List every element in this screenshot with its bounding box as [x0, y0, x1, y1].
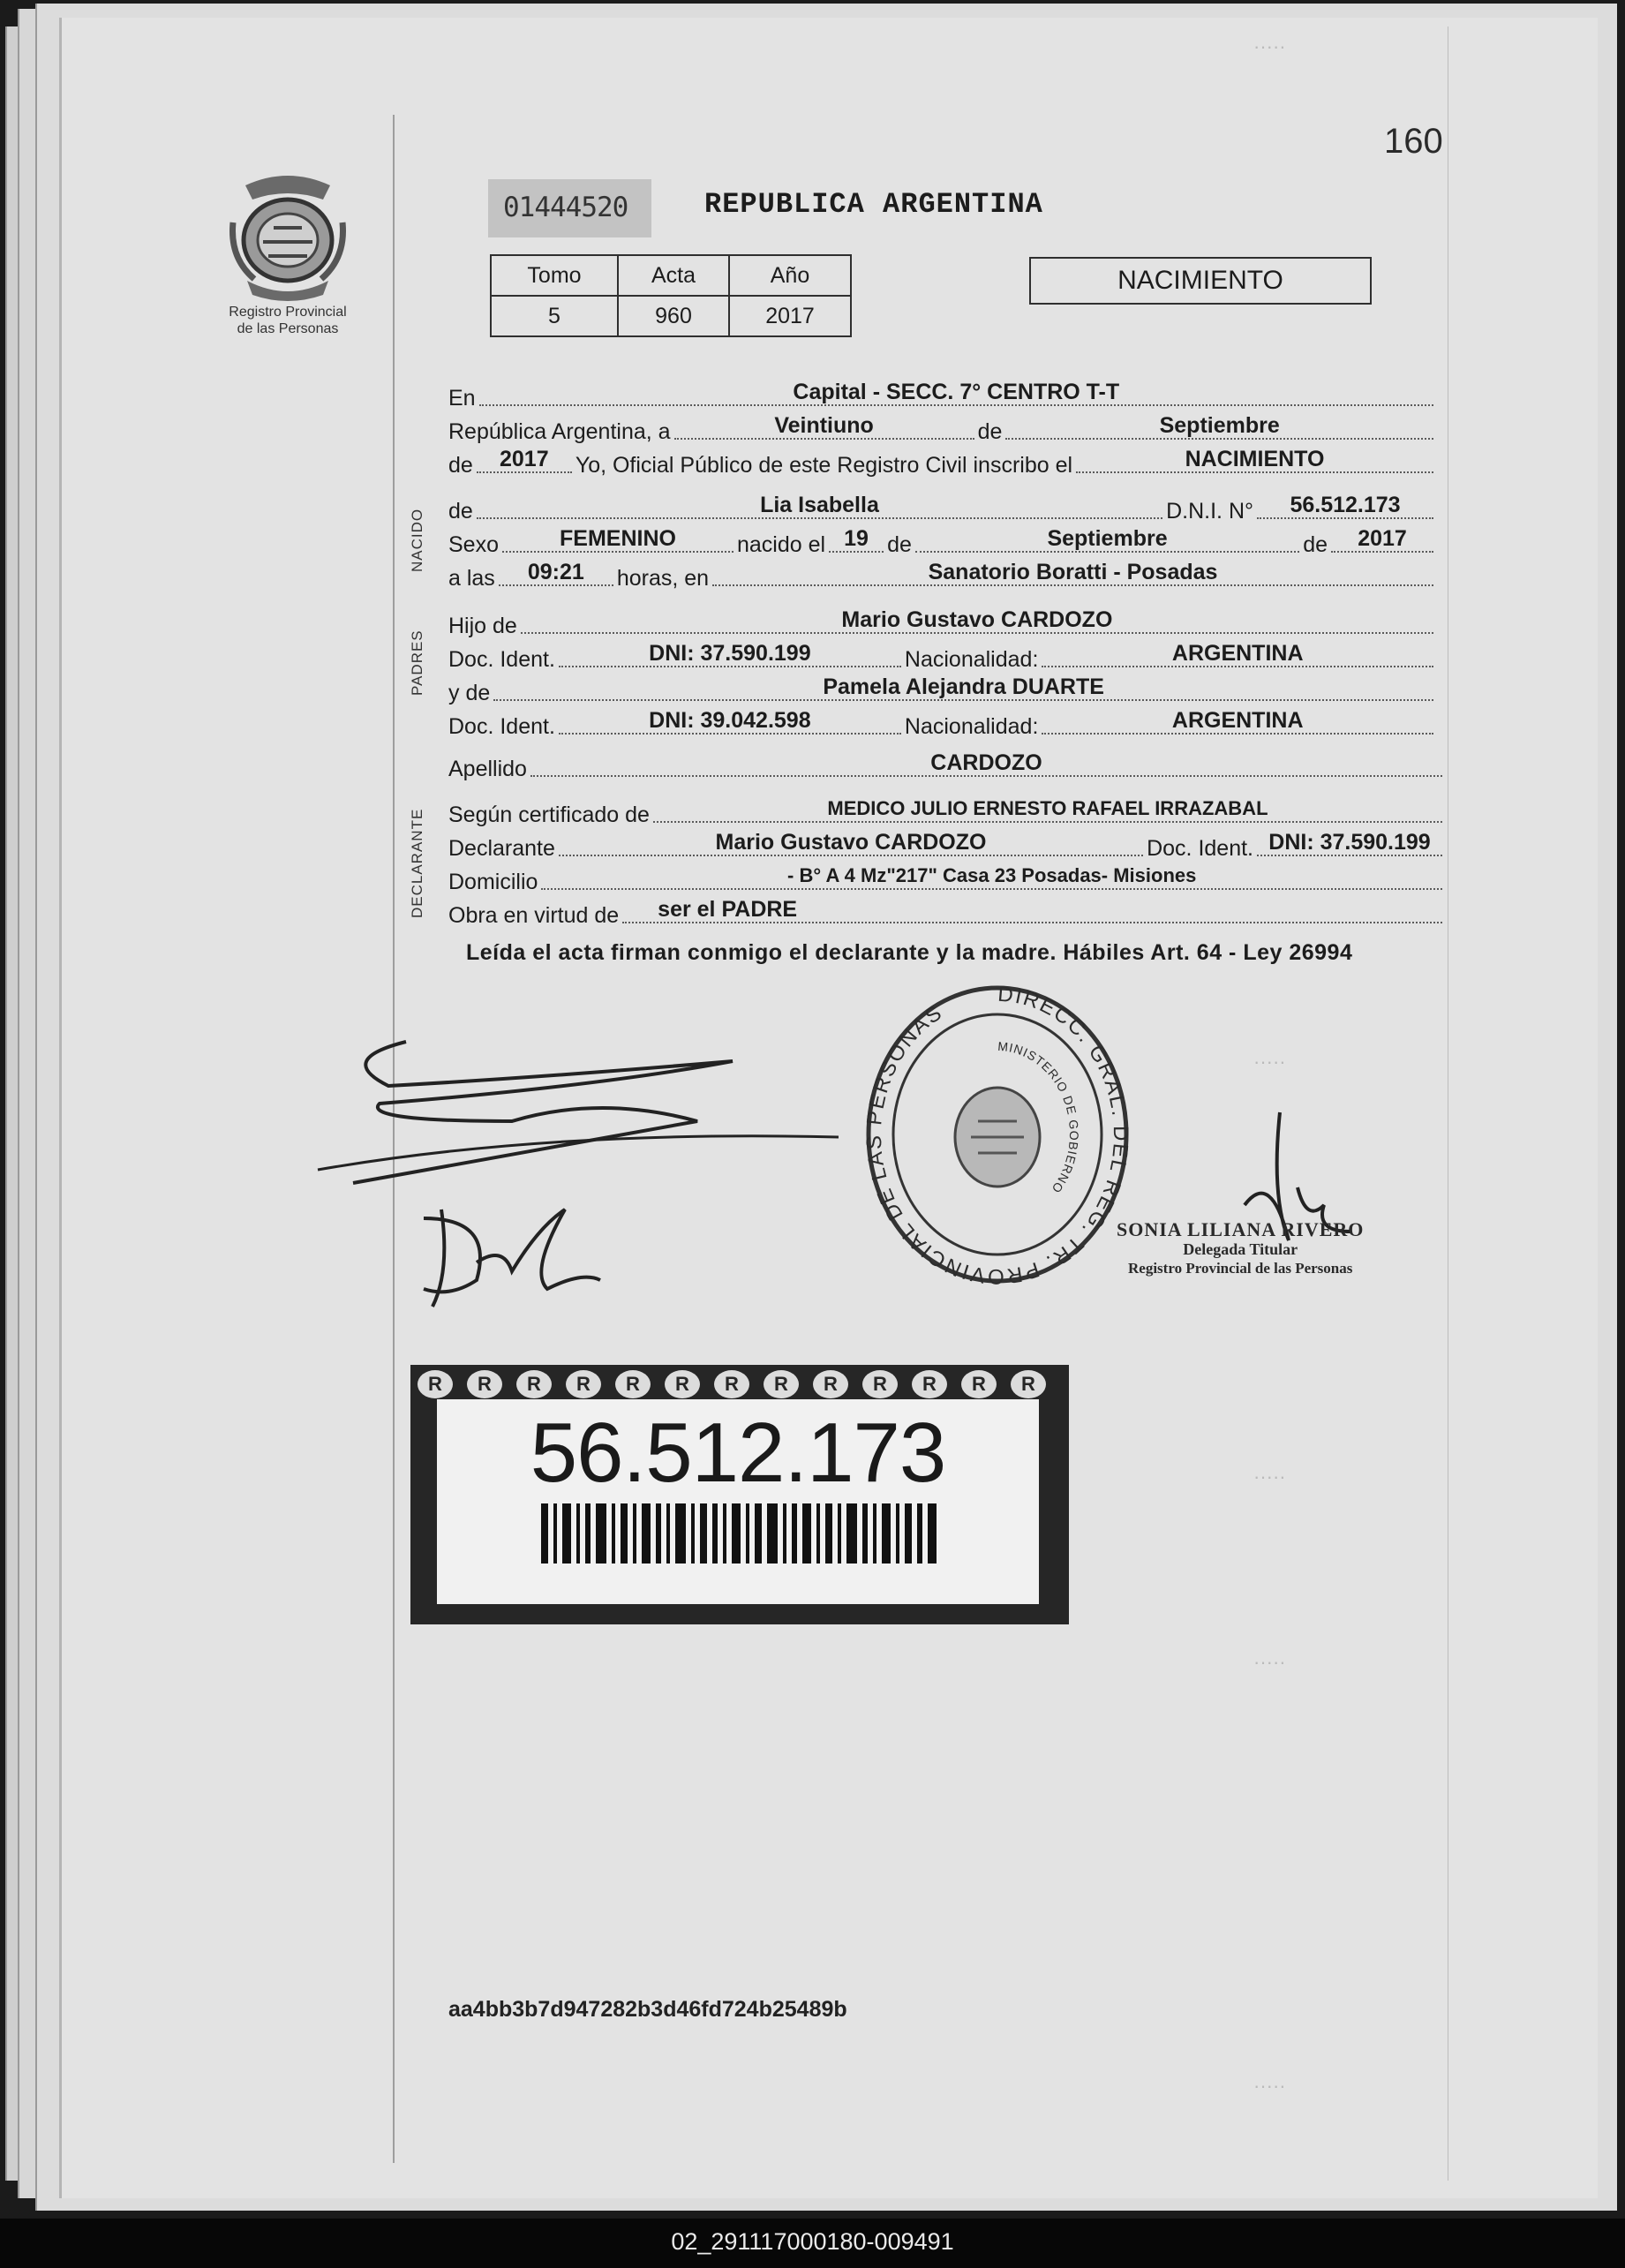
birth-year-value: 2017 [1358, 526, 1407, 551]
section-label-padres: PADRES [409, 629, 425, 696]
hijo-label: Hijo de [448, 614, 517, 638]
declarante-doc-label: Doc. Ident. [1147, 836, 1253, 861]
declarante-doc-value: DNI: 37.590.199 [1268, 830, 1431, 855]
mother-name-value: Pamela Alejandra DUARTE [823, 674, 1104, 699]
section-label-nacido: NACIDO [409, 508, 425, 572]
nacionalidad-label: Nacionalidad: [904, 647, 1039, 672]
de-label: de [977, 419, 1003, 444]
doc-label: Doc. Ident. [448, 647, 555, 672]
month-value: Septiembre [1159, 413, 1280, 438]
father-name-value: Mario Gustavo CARDOZO [841, 607, 1113, 632]
mother-signature [388, 1201, 618, 1315]
doc-label: Doc. Ident. [448, 714, 555, 739]
place-value: Capital - SECC. 7° CENTRO T-T [793, 380, 1120, 404]
dni-label: D.N.I. N° [1166, 499, 1253, 524]
father-doc-value: DNI: 37.590.199 [649, 641, 811, 666]
serial-number: 01444520 [503, 192, 628, 223]
obra-value: ser el PADRE [658, 897, 798, 922]
row-sexo [448, 524, 1437, 560]
bleed-through-mark: ····· [1253, 35, 1286, 57]
row-date [448, 411, 1437, 447]
act-value: NACIMIENTO [1185, 447, 1325, 471]
record-type-box: NACIMIENTO [1029, 257, 1372, 305]
de-label: de [1303, 532, 1328, 557]
row-place [448, 378, 1437, 413]
row-certificado [448, 795, 1446, 830]
security-glyph: R [912, 1370, 947, 1398]
sexo-value: FEMENINO [560, 526, 676, 551]
de-label: de [887, 532, 912, 557]
official-signature-block [1117, 1220, 1364, 1278]
file-id: 02_291117000180-009491 [671, 2228, 954, 2255]
row-mother [448, 673, 1437, 708]
row-father-doc [448, 639, 1437, 674]
row-father [448, 606, 1437, 641]
security-glyph: R [516, 1370, 552, 1398]
row-apellido [448, 749, 1446, 784]
certificado-label: Según certificado de [448, 802, 650, 827]
obra-label: Obra en virtud de [448, 903, 620, 928]
bleed-through-mark: ····· [1253, 1651, 1286, 1673]
stamp-inner-text: MINISTERIO DE GOBIERNO [997, 1038, 1082, 1196]
birth-place-value: Sanatorio Boratti - Posadas [928, 560, 1218, 584]
table-header-tomo: Tomo [491, 255, 618, 296]
document-hash: aa4bb3b7d947282b3d46fd724b25489b [448, 1997, 847, 2022]
sexo-label: Sexo [448, 532, 499, 557]
nacido-label: nacido el [736, 532, 826, 557]
province-coat-of-arms-icon [228, 170, 348, 302]
yde-label: y de [448, 681, 491, 705]
table-value-ano: 2017 [729, 296, 851, 336]
security-pattern-row [418, 1370, 1053, 1400]
official-office: Registro Provincial de las Personas [1128, 1260, 1353, 1277]
father-nationality-value: ARGENTINA [1171, 641, 1304, 666]
official-stamp [861, 980, 1134, 1289]
row-domicilio [448, 862, 1446, 897]
row-act [448, 445, 1437, 480]
security-glyph: R [615, 1370, 651, 1398]
en-label: En [448, 386, 476, 411]
tomo-acta-ano-table [490, 254, 852, 337]
table-header-ano: Año [729, 255, 851, 296]
row-obra [448, 895, 1446, 931]
mother-doc-value: DNI: 39.042.598 [649, 708, 811, 733]
domicilio-value: - B° A 4 Mz"217" Casa 23 Posadas- Misiones [787, 864, 1197, 886]
security-glyph: R [1011, 1370, 1046, 1398]
seal-caption-line: Registro Provincial [229, 305, 347, 320]
de-label: de [448, 453, 473, 478]
child-dni-value: 56.512.173 [1290, 493, 1401, 517]
bleed-through-mark: ····· [1253, 2075, 1286, 2097]
birth-time-value: 09:21 [527, 560, 584, 584]
security-glyph: R [764, 1370, 799, 1398]
closing-statement: Leída el acta firman conmigo el declarante y la madre. Hábiles Art. 64 - Ley 26994 [466, 940, 1353, 965]
father-signature [282, 1024, 847, 1201]
oficial-text: Yo, Oficial Público de este Registro Civil inscribo el [575, 453, 1073, 478]
day-words-value: Veintiuno [774, 413, 874, 438]
stamp-ring-text: DIRECC. GRAL. DEL REG. TR. PROVINCIAL DE LAS PERSONAS [861, 982, 1133, 1289]
alas-label: a las [448, 566, 495, 591]
year-value: 2017 [500, 447, 549, 471]
apellido-value: CARDOZO [930, 750, 1042, 775]
official-title: Delegada Titular [1183, 1240, 1298, 1258]
row-declarante [448, 828, 1446, 863]
seal-caption-line: de las Personas [237, 321, 339, 336]
official-name: SONIA LILIANA RIVERO [1117, 1218, 1365, 1240]
barcode-label [437, 1399, 1039, 1604]
security-glyph: R [961, 1370, 997, 1398]
declarante-value: Mario Gustavo CARDOZO [715, 830, 987, 855]
de-label: de [448, 499, 473, 524]
birth-day-value: 19 [844, 526, 869, 551]
bleed-through-mark: ····· [1253, 1051, 1286, 1073]
security-glyph: R [714, 1370, 749, 1398]
republica-label: República Argentina, a [448, 419, 671, 444]
nacionalidad-label: Nacionalidad: [904, 714, 1039, 739]
table-header-acta: Acta [618, 255, 729, 296]
row-child-name [448, 491, 1437, 526]
page-number: 160 [1384, 122, 1443, 161]
table-value-tomo: 5 [491, 296, 618, 336]
bleed-through-mark: ····· [1253, 1466, 1286, 1488]
apellido-label: Apellido [448, 757, 527, 781]
country-title: REPUBLICA ARGENTINA [704, 188, 1043, 221]
security-glyph: R [813, 1370, 848, 1398]
certificado-value: MEDICO JULIO ERNESTO RAFAEL IRRAZABAL [827, 797, 1268, 819]
security-glyph: R [418, 1370, 453, 1398]
horas-label: horas, en [616, 566, 710, 591]
row-time-place [448, 558, 1437, 593]
barcode-icon [541, 1503, 938, 1563]
birth-month-value: Septiembre [1047, 526, 1168, 551]
security-glyph: R [566, 1370, 601, 1398]
row-mother-doc [448, 706, 1437, 742]
domicilio-label: Domicilio [448, 870, 538, 894]
security-glyph: R [665, 1370, 700, 1398]
security-glyph: R [862, 1370, 898, 1398]
table-value-acta: 960 [618, 296, 729, 336]
child-name-value: Lia Isabella [760, 493, 879, 517]
barcode-number: 56.512.173 [530, 1405, 946, 1500]
section-label-declarante: DECLARANTE [409, 808, 425, 918]
declarante-label: Declarante [448, 836, 555, 861]
security-glyph: R [467, 1370, 502, 1398]
seal-caption [205, 304, 371, 337]
mother-nationality-value: ARGENTINA [1171, 708, 1304, 733]
